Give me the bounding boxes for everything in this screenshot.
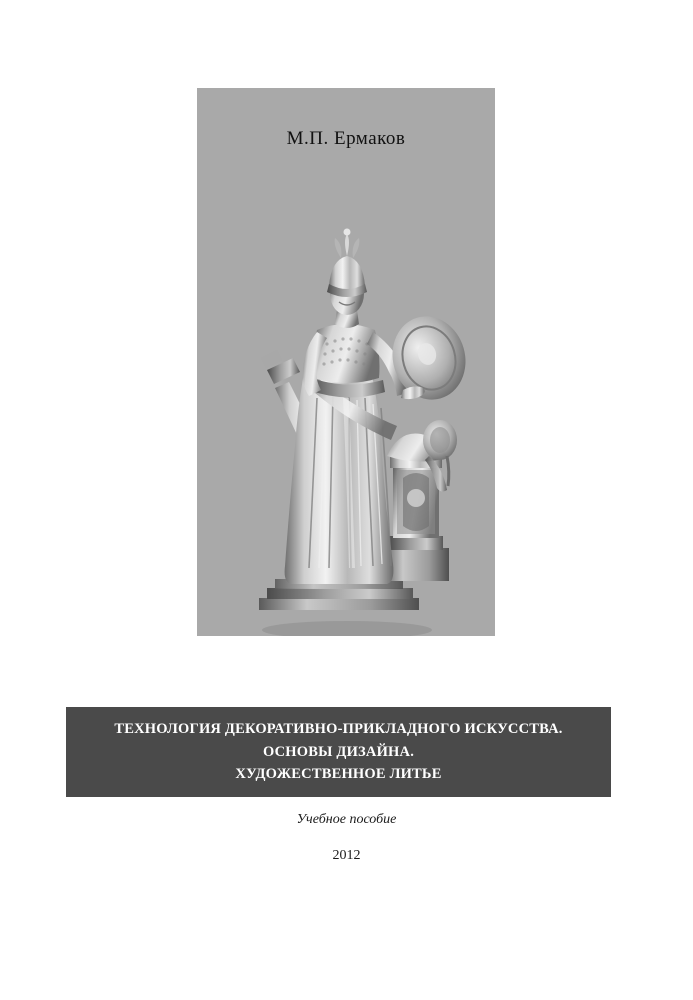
document-subtitle: Учебное пособие: [296, 812, 397, 827]
statue-svg: [197, 198, 495, 636]
statue-illustration: [197, 198, 495, 636]
publication-year: 2012: [332, 848, 361, 863]
armor-torso: [313, 324, 380, 383]
title-line-1: ТЕХНОЛОГИЯ ДЕКОРАТИВНО-ПРИКЛАДНОГО ИСКУССТВА.: [114, 721, 563, 738]
document-title: [114, 718, 562, 785]
cover-image-panel: [197, 88, 495, 636]
title-banner: [66, 707, 611, 797]
title-line-2: ОСНОВЫ ДИЗАЙНА.: [262, 743, 415, 760]
title-line-3: ХУДОЖЕСТВЕННОЕ ЛИТЬЕ: [235, 766, 442, 783]
ornament-stand: [383, 420, 457, 581]
author-name: М.П. Ермаков: [286, 128, 406, 149]
helmet: [327, 229, 367, 298]
